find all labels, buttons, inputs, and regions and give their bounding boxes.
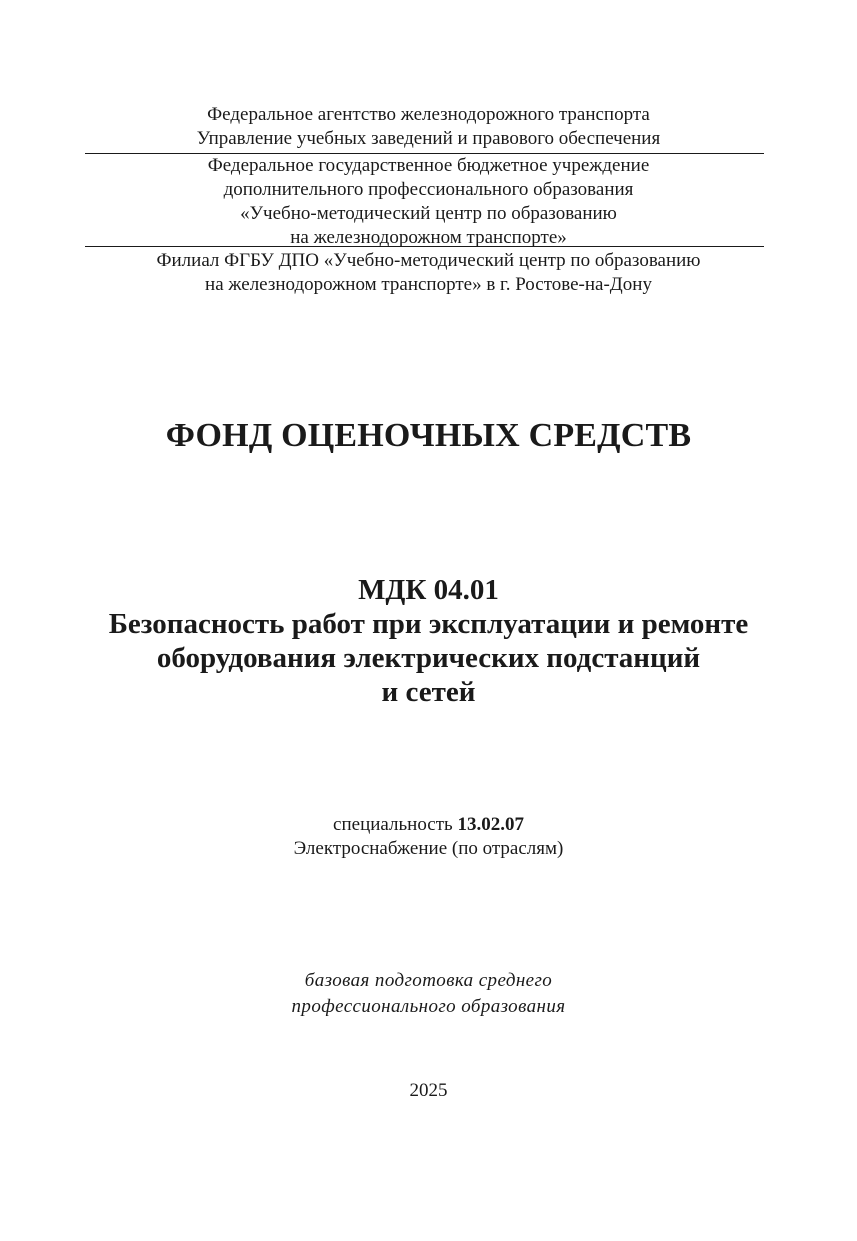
specialty-name: Электроснабжение (по отраслям): [293, 838, 564, 859]
institution-line: дополнительного профессионального образования: [223, 179, 634, 200]
subject-name-line: Безопасность работ при эксплуатации и ремонте: [108, 608, 749, 640]
header-divider: [85, 246, 764, 247]
agency-line: Управление учебных заведений и правового обеспечения: [196, 128, 661, 149]
subject-code: МДК 04.01: [358, 574, 499, 606]
specialty-line: [0, 813, 857, 837]
subject-name-line: и сетей: [381, 676, 476, 708]
specialty-label: специальность: [333, 814, 453, 835]
institution-line: Федеральное государственное бюджетное учреждение: [207, 155, 650, 176]
branch-line: Филиал ФГБУ ДПО «Учебно-методический центр по образованию: [156, 250, 701, 271]
document-title: ФОНД ОЦЕНОЧНЫХ СРЕДСТВ: [165, 417, 692, 454]
branch-line: на железнодорожном транспорте» в г. Ростове-на-Дону: [205, 274, 652, 295]
specialty-code: 13.02.07: [457, 814, 524, 835]
institution-line: «Учебно-методический центр по образованию: [240, 203, 617, 224]
education-level: [0, 968, 857, 1020]
publication-year: 2025: [409, 1080, 448, 1101]
institution-header: [0, 154, 857, 250]
education-level-line: профессионального образования: [291, 996, 566, 1017]
subject-name-line: оборудования электрических подстанций: [156, 642, 701, 674]
branch-header: [0, 249, 857, 297]
specialty-block: [0, 813, 857, 861]
agency-line: Федеральное агентство железнодорожного транспорта: [207, 104, 650, 125]
agency-header: [0, 103, 857, 151]
subject-block: [0, 573, 857, 709]
education-level-line: базовая подготовка среднего: [304, 970, 553, 991]
institution-line: на железнодорожном транспорте»: [290, 227, 567, 248]
